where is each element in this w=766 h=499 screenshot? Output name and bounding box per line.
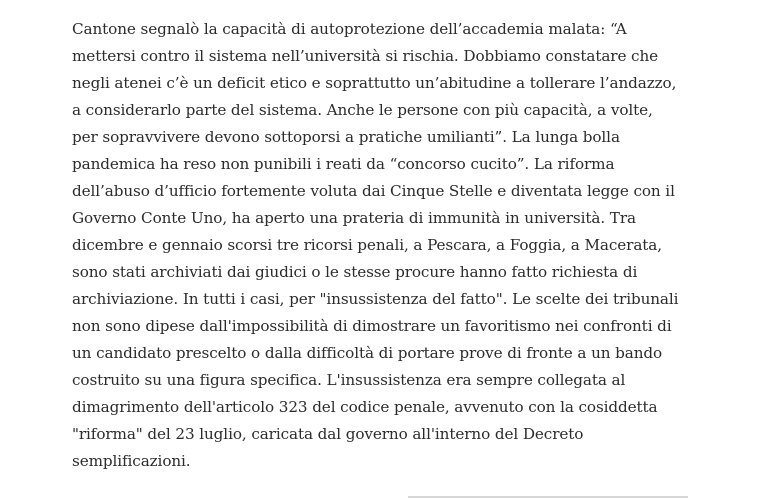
paragraph-line: non sono dipese dall'impossibilità di dimostrare un favoritismo nei confronti di	[72, 317, 672, 335]
paragraph-line: semplificazioni.	[72, 452, 191, 470]
paragraph-line: un candidato prescelto o dalla difficoltà di portare prove di fronte a un bando	[72, 344, 663, 362]
divider	[408, 496, 688, 498]
paragraph-line: Cantone segnalò la capacità di autoprotezione dell’accademia malata: “A	[72, 20, 627, 38]
article-paragraph	[72, 16, 679, 475]
paragraph-line: costruito su una figura specifica. L'insussistenza era sempre collegata al	[72, 371, 626, 389]
paragraph-line: dimagrimento dell'articolo 323 del codice penale, avvenuto con la cosiddetta	[72, 398, 658, 416]
paragraph-line: pandemica ha reso non punibili i reati da “concorso cucito”. La riforma	[72, 155, 615, 173]
paragraph-line: sono stati archiviati dai giudici o le stesse procure hanno fatto richiesta di	[72, 263, 638, 281]
paragraph-line: mettersi contro il sistema nell’università si rischia. Dobbiamo constatare che	[72, 47, 659, 65]
paragraph-line: per sopravvivere devono sottoporsi a pratiche umilianti”. La lunga bolla	[72, 128, 620, 146]
paragraph-line: a considerarlo parte del sistema. Anche le persone con più capacità, a volte,	[72, 101, 653, 119]
paragraph-line: archiviazione. In tutti i casi, per "insussistenza del fatto". Le scelte dei tribunali	[72, 290, 679, 308]
paragraph-line: negli atenei c’è un deficit etico e soprattutto un’abitudine a tollerare l’andazzo,	[72, 74, 677, 92]
paragraph-line: dell’abuso d’ufficio fortemente voluta dai Cinque Stelle e diventata legge con il	[72, 182, 675, 200]
paragraph-line: "riforma" del 23 luglio, caricata dal governo all'interno del Decreto	[72, 425, 584, 443]
paragraph-line: dicembre e gennaio scorsi tre ricorsi penali, a Pescara, a Foggia, a Macerata,	[72, 236, 662, 254]
paragraph-line: Governo Conte Uno, ha aperto una prateria di immunità in università. Tra	[72, 209, 636, 227]
